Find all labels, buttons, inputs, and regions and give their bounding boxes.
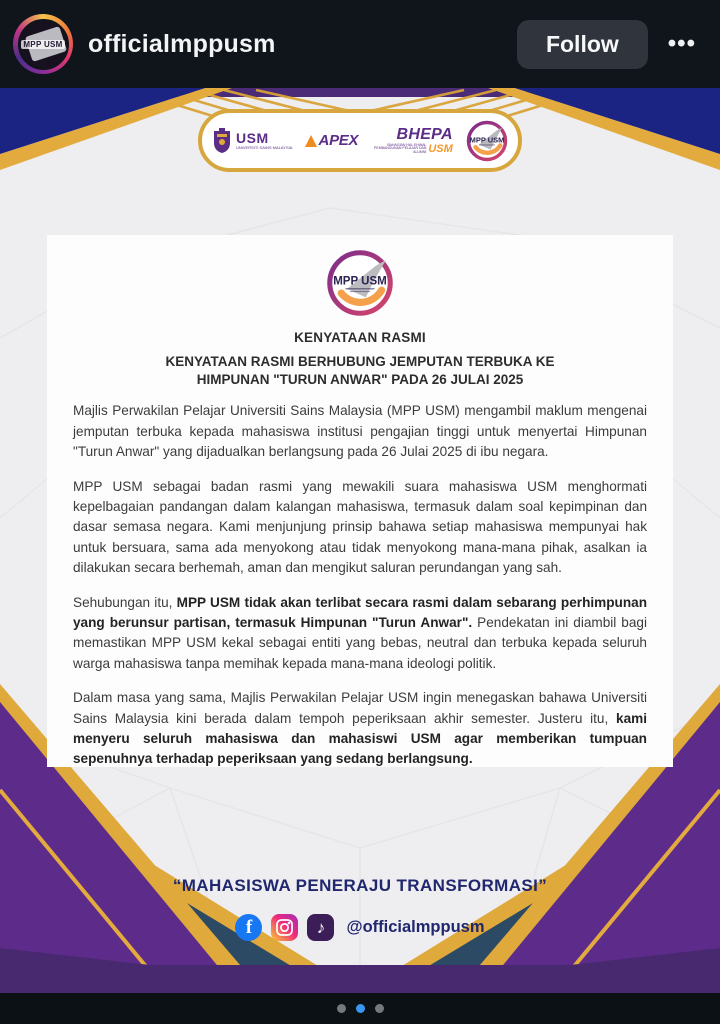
statement-paragraph: Dalam masa yang sama, Majlis Perwakilan Pelajar USM ingin menegaskan bahawa Universiti Sains Malaysia kini berada dalam tempoh peperiksaan akhir semester. Justeru itu, kami menyeru seluruh mahasiswa dan mahasiswi USM agar memberikan tumpuan sepenuhnya terhadap peperiksaan yang sedang berlangsung. xyxy=(73,690,647,767)
statement-body xyxy=(73,401,647,767)
post-image-poster[interactable] xyxy=(0,88,720,993)
social-row xyxy=(0,914,720,941)
usm-label: USM xyxy=(236,130,269,146)
statement-paragraph: MPP USM sebagai badan rasmi yang mewakili suara mahasiswa USM menghormati kepelbagaian pandangan dalam kalangan mahasiswa, termasuk dalam soal kepimpinan dan dasar semasa negara. Kami menjunjung prinsip bahawa setiap mahasiswa mempunyai hak untuk bersuara, sama ada menyokong atau tidak menyokong mana-mana pihak, asalkan ia dilakukan secara berhemah, aman dan mengikut saluran perundangan yang sah. xyxy=(73,478,647,576)
usm-logo xyxy=(211,128,292,154)
bhepa-logo xyxy=(370,127,452,155)
social-handle: @officialmppusm xyxy=(346,918,485,936)
svg-text:MPP USM: MPP USM xyxy=(469,134,505,144)
card-logo-label: MPP USM xyxy=(333,275,387,288)
usm-caption: UNIVERSITI SAINS MALAYSIA xyxy=(236,145,293,150)
statement-card xyxy=(47,235,673,767)
tiktok-icon[interactable]: ♪ xyxy=(307,914,334,941)
apex-triangle-icon xyxy=(305,135,317,147)
statement-paragraph: Majlis Perwakilan Pelajar Universiti Sains Malaysia (MPP USM) mengambil maklum mengenai jemputan terbuka kepada mahasiswa institusi pengajian tinggi untuk menyertai Himpunan "Turun Anwar" yang dijadualkan berlangsung pada 26 Julai 2025 di ibu negara. xyxy=(73,403,647,460)
post-header xyxy=(0,0,720,88)
carousel-pagination xyxy=(0,993,720,1024)
partner-logo-strip xyxy=(198,109,522,172)
usm-crest-icon xyxy=(211,128,233,154)
bhepa-usm-label: USM xyxy=(428,142,453,155)
statement-subtitle-line2: HIMPUNAN "TURUN ANWAR" PADA 26 JULAI 2025 xyxy=(196,372,524,388)
bhepa-label: BHEPA xyxy=(396,125,453,143)
avatar-label: MPP USM xyxy=(23,39,63,49)
profile-avatar[interactable] xyxy=(13,14,73,74)
pagination-dot-active xyxy=(356,1004,365,1013)
follow-button[interactable]: Follow xyxy=(517,20,648,69)
facebook-icon[interactable]: f xyxy=(235,914,262,941)
more-options-icon[interactable]: ••• xyxy=(667,30,696,57)
statement-title: KENYATAAN RASMI xyxy=(294,330,426,345)
avatar-logo xyxy=(18,19,69,70)
mpp-usm-logo xyxy=(465,119,509,163)
statement-subtitle-line1: KENYATAAN RASMI BERHUBUNG JEMPUTAN TERBUKA KE xyxy=(165,354,555,369)
apex-logo xyxy=(305,132,359,149)
pagination-dot xyxy=(337,1004,346,1013)
poster-slogan: “MAHASISWA PENERAJU TRANSFORMASI” xyxy=(172,876,548,895)
statement-paragraph: Sehubungan itu, MPP USM tidak akan terlibat secara rasmi dalam sebarang perhimpunan yang berunsur partisan, termasuk Himpunan "Turun Anwar". Pendekatan ini diambil bagi memastikan MPP USM kekal sebagai entiti yang bebas, neutral dan terbuka kepada seluruh warga mahasiswa tanpa memihak kepada mana-mana ideologi politik. xyxy=(73,594,648,671)
instagram-icon[interactable] xyxy=(271,914,298,941)
apex-label: APEX xyxy=(318,132,359,149)
pagination-dot xyxy=(375,1004,384,1013)
statement-subtitle xyxy=(73,353,647,389)
mpp-usm-card-logo xyxy=(324,247,396,319)
bhepa-caption: BAHAGIAN HAL EHWAL PEMBANGUNAN PELAJAR DAN ALUMNI xyxy=(374,142,427,154)
username-link[interactable]: officialmppusm xyxy=(88,29,276,58)
